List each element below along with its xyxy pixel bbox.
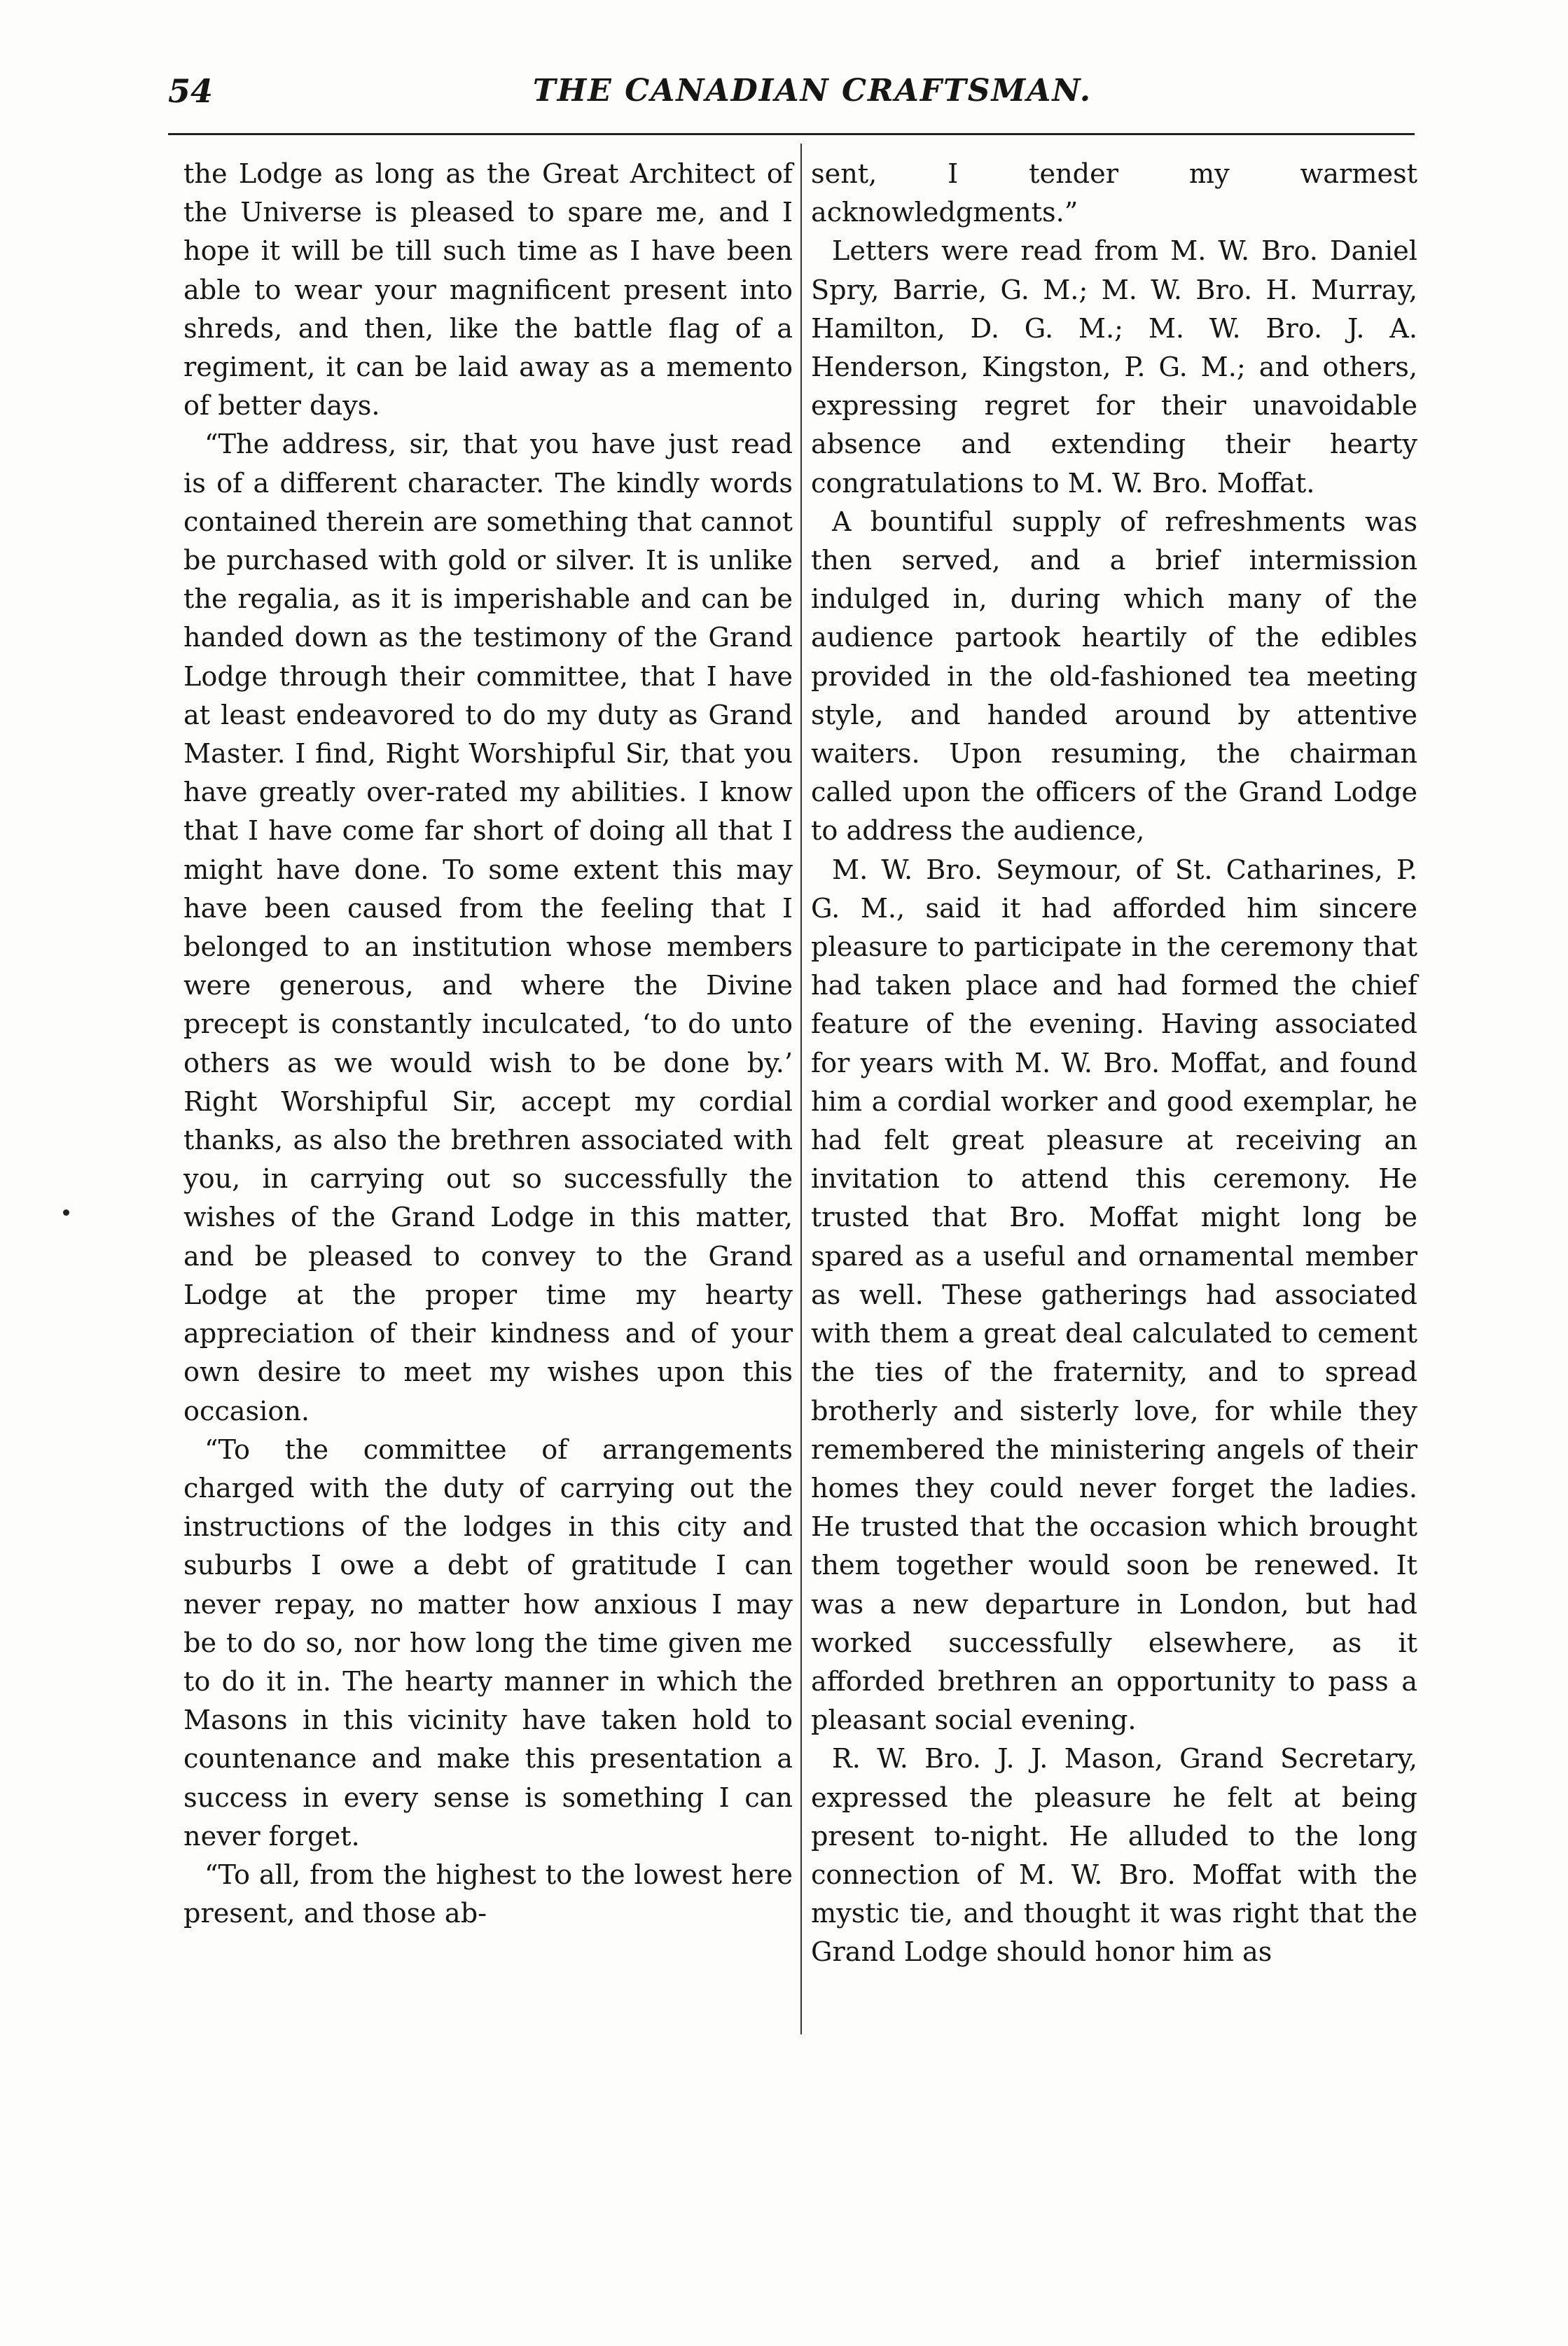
header-rule xyxy=(168,133,1415,135)
right-paragraph: R. W. Bro. J. J. Mason, Grand Secretary, expressed the pleasure he felt at being present to-night. He alluded to the long connection of M. W. Bro. Moffat with the mystic tie, and thought it was right that the Grand Lodge should honor him as xyxy=(811,1744,1417,1969)
left-paragraph: the Lodge as long as the Great Architect of the Universe is pleased to spare me, and I hope it will be till such time as I have been able to wear your magnificent present into shreds, and then, like the battle flag of a regiment, it can be laid away as a memento of better days. xyxy=(183,159,793,422)
page-header xyxy=(168,70,1457,119)
left-paragraph: “To all, from the highest to the lowest here present, and those ab- xyxy=(183,1859,793,1930)
right-paragraph: sent, I tender my warmest acknowledgments.” xyxy=(811,159,1417,229)
right-paragraph: A bountiful supply of refreshments was then served, and a brief intermission indulged in, during which many of the audience partook heartily of the edibles provided in the old-fashioned tea meeting style, and handed around by attentive waiters. Upon resuming, the chairman called upon the officers of the Grand Lodge to address the audience, xyxy=(811,506,1417,847)
left-column xyxy=(183,155,793,1934)
column-rule xyxy=(800,144,802,2034)
right-column xyxy=(811,155,1417,1973)
right-paragraph: M. W. Bro. Seymour, of St. Catharines, P. G. M., said it had afforded him sincere pleasure to participate in the ceremony that had taken place and had formed the chief feature of the evening. Having associated for years with M. W. Bro. Moffat, and found him a cordial worker and good exemplar, he had felt great pleasure at receiving an invitation to attend this ceremony. He trusted that Bro. Moffat might long be spared as a useful and ornamental member as well. These gatherings had associated with them a great deal calculated to cement the ties of the fraternity, and to spread brotherly and sisterly love, for while they remembered the ministering angels of their homes they could never forget the ladies. He trusted that the occasion which brought them together would soon be renewed. It was a new departure in London, but had worked successfully elsewhere, as it afforded brethren an opportunity to pass a pleasant social evening. xyxy=(811,854,1417,1737)
page-number: 54 xyxy=(168,72,214,110)
ink-speck xyxy=(63,1209,69,1216)
left-paragraph: “To the committee of arrangements charged with the duty of carrying out the instructions of the lodges in this city and suburbs I owe a debt of gratitude I can never repay, no matter how anxious I may be to do so, nor how long the time given me to do it in. The hearty manner in which the Masons in this vicinity have taken hold to countenance and make this presentation a success in every sense is something I can never forget. xyxy=(183,1434,793,1852)
left-paragraph: “The address, sir, that you have just read is of a different character. The kindly words contained therein are something that cannot be purchased with gold or silver. It is unlike the regalia, as it is imperishable and can be handed down as the testimony of the Grand Lodge through their committee, that I have at least endeavored to do my duty as Grand Master. I find, Right Worshipful Sir, that you have greatly over-rated my abilities. I know that I have come far short of doing all that I might have done. To some extent this may have been caused from the feeling that I belonged to an institution whose members were generous, and where the Divine precept is constantly inculcated, ‘to do unto others as we would wish to be done by.’ Right Worshipful Sir, accept my cordial thanks, as also the brethren associated with you, in carrying out so successfully the wishes of the Grand Lodge in this matter, and be pleased to convey to the Grand Lodge at the proper time my hearty appreciation of their kindness and of your own desire to meet my wishes upon this occasion. xyxy=(183,429,793,1427)
running-title: THE CANADIAN CRAFTSMAN. xyxy=(532,73,1092,109)
right-paragraph: Letters were read from M. W. Bro. Daniel Spry, Barrie, G. M.; M. W. Bro. H. Murray, Hamilton, D. G. M.; M. W. Bro. J. A. Henderson, Kingston, P. G. M.; and others, expressing regret for their unavoidable absence and extending their hearty congratulations to M. W. Bro. Moffat. xyxy=(811,236,1417,499)
